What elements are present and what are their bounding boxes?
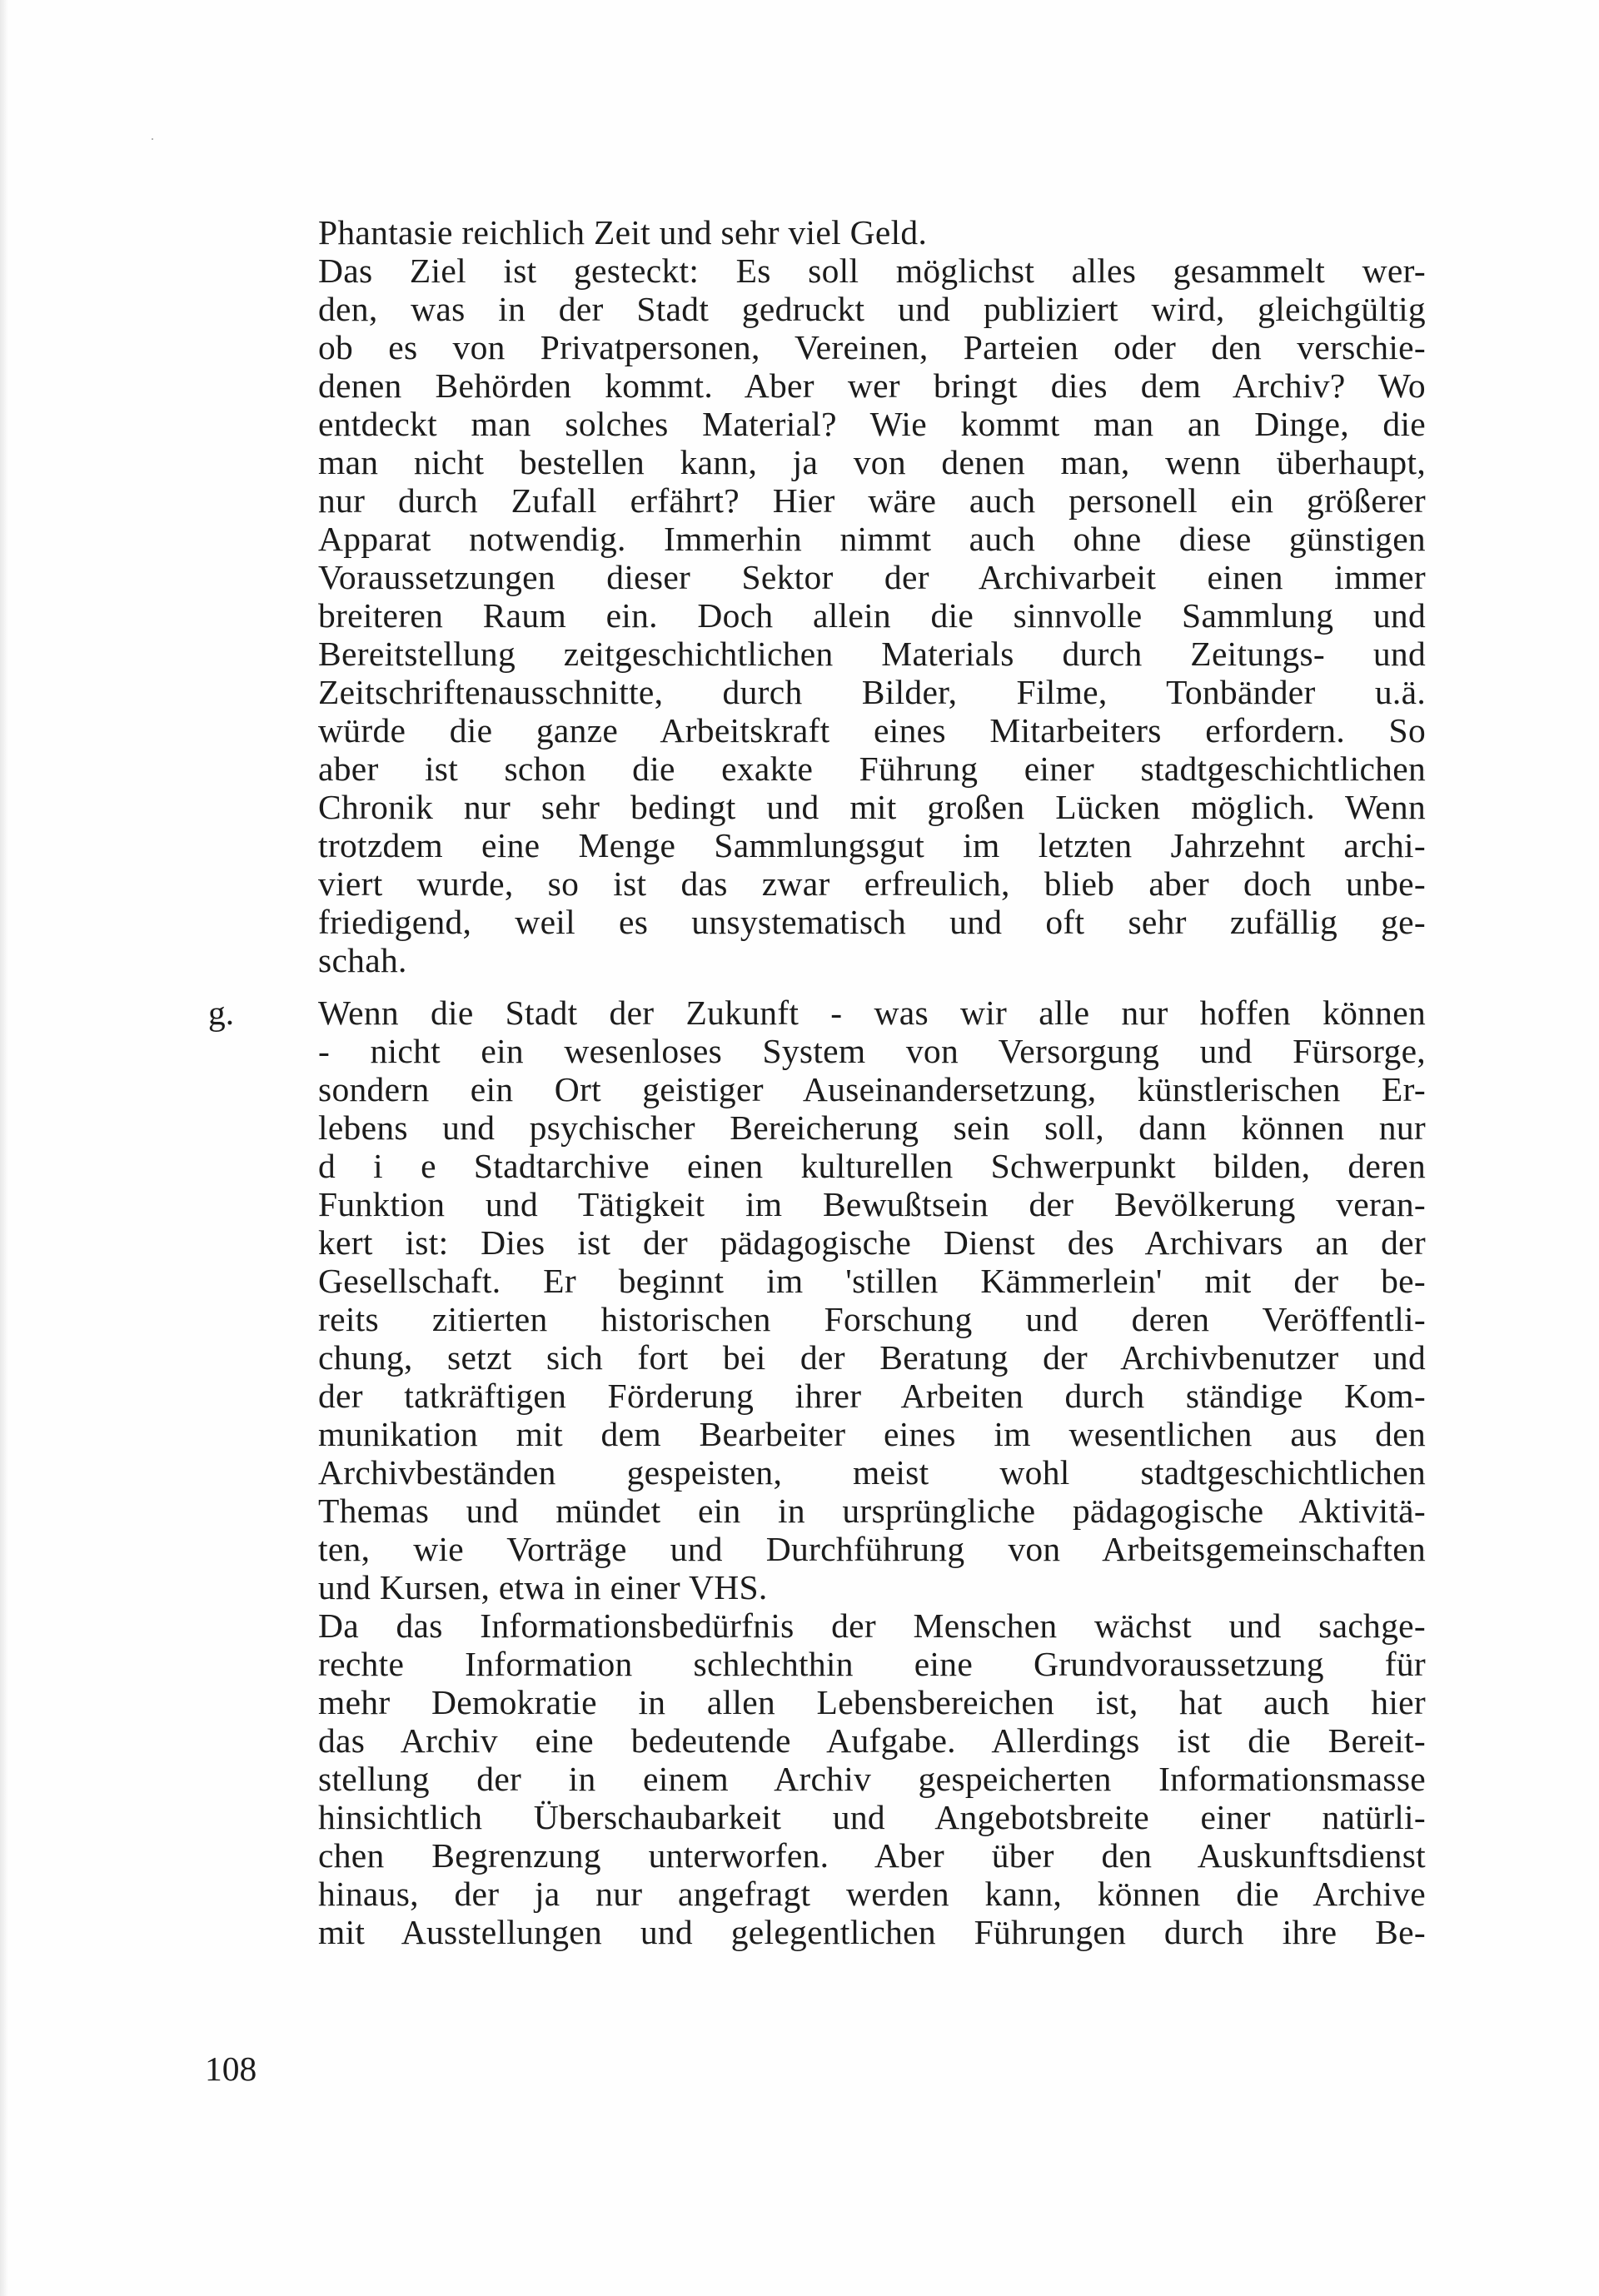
text-line: man nicht bestellen kann, ja von denen man, wenn überhaupt, (318, 443, 1426, 481)
text-line: sondern ein Ort geistiger Auseinandersetzung, künstlerischen Er- (318, 1070, 1426, 1108)
text-line: - nicht ein wesenloses System von Versorgung und Fürsorge, (318, 1032, 1426, 1070)
text-line: das Archiv eine bedeutende Aufgabe. Allerdings ist die Bereit- (318, 1721, 1426, 1760)
text-line: mit Ausstellungen und gelegentlichen Führungen durch ihre Be- (318, 1913, 1426, 1951)
scan-speck (152, 138, 153, 140)
text-line: ob es von Privatpersonen, Vereinen, Parteien oder den verschie- (318, 328, 1426, 366)
text-line: friedigend, weil es unsystematisch und oft sehr zufällig ge- (318, 903, 1426, 941)
text-line: entdeckt man solches Material? Wie kommt man an Dinge, die (318, 405, 1426, 443)
text-line: Chronik nur sehr bedingt und mit großen Lücken möglich. Wenn (318, 788, 1426, 826)
text-line: lebens und psychischer Bereicherung sein soll, dann können nur (318, 1108, 1426, 1147)
text-line: hinaus, der ja nur angefragt werden kann, können die Archive (318, 1875, 1426, 1913)
paragraph-g (318, 994, 1426, 1951)
section-marker: g. (208, 994, 235, 1032)
text-line: aber ist schon die exakte Führung einer stadtgeschichtlichen (318, 750, 1426, 788)
text-line: d i e Stadtarchive einen kulturellen Schwerpunkt bilden, deren (318, 1147, 1426, 1185)
text-line: würde die ganze Arbeitskraft eines Mitarbeiters erfordern. So (318, 711, 1426, 750)
text-line: schah. (318, 941, 407, 979)
text-line: breiteren Raum ein. Doch allein die sinnvolle Sammlung und (318, 596, 1426, 635)
text-line: Phantasie reichlich Zeit und sehr viel Geld. (318, 213, 928, 252)
paragraph-f-continuation (318, 213, 1426, 979)
text-line: Wenn die Stadt der Zukunft - was wir alle nur hoffen können (318, 994, 1426, 1032)
text-line: Bereitstellung zeitgeschichtlichen Materials durch Zeitungs- und (318, 635, 1426, 673)
text-line: mehr Demokratie in allen Lebensbereichen ist, hat auch hier (318, 1683, 1426, 1721)
page-number: 108 (205, 2049, 257, 2088)
text-line: Apparat notwendig. Immerhin nimmt auch ohne diese günstigen (318, 520, 1426, 558)
text-line: munikation mit dem Bearbeiter eines im wesentlichen aus den (318, 1415, 1426, 1453)
text-line: chung, setzt sich fort bei der Beratung der Archivbenutzer und (318, 1338, 1426, 1377)
text-line: der tatkräftigen Förderung ihrer Arbeiten durch ständige Kom- (318, 1377, 1426, 1415)
text-line: Da das Informationsbedürfnis der Menschen wächst und sachge- (318, 1606, 1426, 1645)
text-line: Archivbeständen gespeisten, meist wohl stadtgeschichtlichen (318, 1453, 1426, 1492)
text-line: rechte Information schlechthin eine Grundvoraussetzung für (318, 1645, 1426, 1683)
text-line: Funktion und Tätigkeit im Bewußtsein der Bevölkerung veran- (318, 1185, 1426, 1223)
text-line: denen Behörden kommt. Aber wer bringt dies dem Archiv? Wo (318, 366, 1426, 405)
text-line: Zeitschriftenausschnitte, durch Bilder, Filme, Tonbänder u.ä. (318, 673, 1426, 711)
text-line: Gesellschaft. Er beginnt im 'stillen Kämmerlein' mit der be- (318, 1262, 1426, 1300)
text-line: trotzdem eine Menge Sammlungsgut im letzten Jahrzehnt archi- (318, 826, 1426, 864)
text-line: und Kursen, etwa in einer VHS. (318, 1568, 768, 1606)
text-line: Themas und mündet ein in ursprüngliche pädagogische Aktivitä- (318, 1492, 1426, 1530)
text-line: Voraussetzungen dieser Sektor der Archivarbeit einen immer (318, 558, 1426, 596)
page-edge-shadow (0, 0, 8, 2296)
text-line: kert ist: Dies ist der pädagogische Dienst des Archivars an der (318, 1223, 1426, 1262)
text-line: reits zitierten historischen Forschung und deren Veröffentli- (318, 1300, 1426, 1338)
text-line: chen Begrenzung unterworfen. Aber über den Auskunftsdienst (318, 1836, 1426, 1875)
text-line: Das Ziel ist gesteckt: Es soll möglichst alles gesammelt wer- (318, 252, 1426, 290)
text-line: den, was in der Stadt gedruckt und publiziert wird, gleichgültig (318, 290, 1426, 328)
text-line: viert wurde, so ist das zwar erfreulich, blieb aber doch unbe- (318, 864, 1426, 903)
text-line: nur durch Zufall erfährt? Hier wäre auch personell ein größerer (318, 481, 1426, 520)
text-line: stellung der in einem Archiv gespeicherten Informationsmasse (318, 1760, 1426, 1798)
text-line: hinsichtlich Überschaubarkeit und Angebotsbreite einer natürli- (318, 1798, 1426, 1836)
text-line: ten, wie Vorträge und Durchführung von Arbeitsgemeinschaften (318, 1530, 1426, 1568)
